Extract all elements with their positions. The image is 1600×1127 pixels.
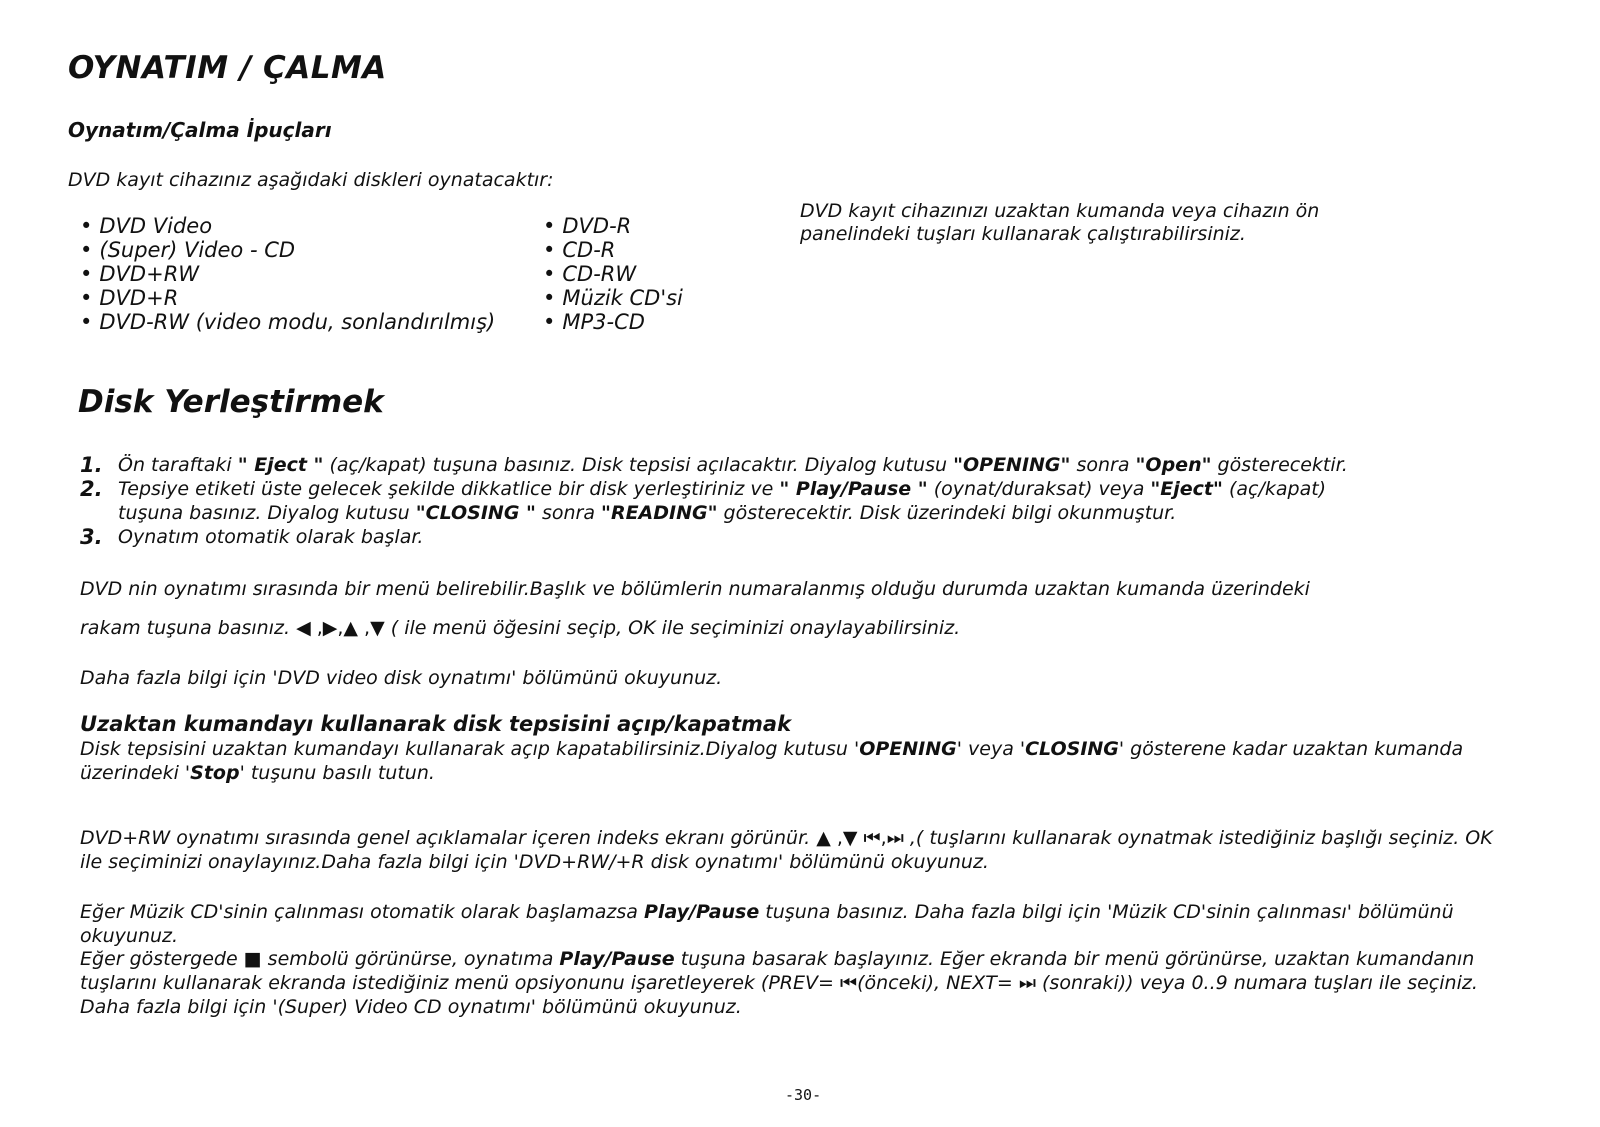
opening-label: OPENING [859,738,957,760]
step-text [118,454,1348,476]
text-run: Disk tepsisini uzaktan kumandayı kullanarak açıp kapatabilirsiniz.Diyalog kutusu ' [80,738,860,760]
list-item: • CD-R [543,238,683,262]
page-title: OYNATIM / ÇALMA [68,50,387,86]
play-pause-key-label: Play/Pause [559,948,675,970]
text-run: tuşuna basınız. Daha fazla bilgi için 'Müzik CD'sinin çalınması' bölümünü okuyunuz. [80,901,1454,947]
text-run: sembolü görünürse, oynatıma [261,948,560,970]
page-number: -30- [785,1086,822,1104]
text-run: ,( tuşlarını kullanarak oynatmak istediğiniz başlığı seçiniz. OK ile seçiminizi onaylayınız.Daha fazla bilgi için 'DVD+RW/+R disk oynatımı' bölümünü okuyunuz. [80,827,1493,873]
list-item: • DVD-R [543,214,683,238]
text-run: tuşuna basınız. Diyalog kutusu [118,502,416,524]
text-run: tuşuna basarak başlayınız. Eğer ekranda bir menü görünürse, uzaktan kumandanın tuşlarını kullanarak ekranda istediğiniz menü opsiyonunu işaretleyerek (PREV= [80,948,1475,994]
step-text: Oynatım otomatik olarak başlar. [118,526,424,548]
list-item: • (Super) Video - CD [80,238,495,262]
text-run: (oynat/duraksat) veya [927,478,1151,500]
step-1 [80,453,1500,477]
text-run: Eğer göstergede [80,948,244,970]
list-item: • MP3-CD [543,310,683,334]
text-run: ' tuşunu basılı tutun. [239,762,435,784]
list-item: • Müzik CD'si [543,286,683,310]
insert-disc-heading: Disk Yerleştirmek [78,384,384,420]
reading-label: "READING" [601,502,718,524]
text-run: (önceki), NEXT= [857,972,1019,994]
eject-key-label: "Eject" [1150,478,1223,500]
text-run: Ön taraftaki [118,454,238,476]
step-number: 3. [80,525,103,549]
play-pause-key-label: Play/Pause [644,901,760,923]
eject-key-label: " Eject " [237,454,324,476]
stop-key-label: Stop [190,762,240,784]
remote-side-note: DVD kayıt cihazınızı uzaktan kumanda veya cihazın ön panelindeki tuşları kullanarak çalıştırabilirsiniz. [800,200,1320,245]
list-item: • DVD+R [80,286,495,310]
next-track-icon: ⏭ [1018,972,1036,994]
previous-track-icon: ⏮ [839,972,858,994]
closing-label: CLOSING [1025,738,1119,760]
arrow-keys-icon: ◀ ,▶,▲ ,▼ [296,617,385,639]
play-pause-key-label: " Play/Pause " [779,478,928,500]
text-run: ' gösterene kadar uzaktan kumanda üzerindeki ' [80,738,1464,784]
text-run: sonra [535,502,602,524]
step-2 [80,477,1500,525]
text-run: Eğer Müzik CD'sinin çalınması otomatik olarak başlamazsa [80,901,644,923]
open-label: "Open" [1135,454,1212,476]
text-run: Tepsiye etiketi üste gelecek şekilde dikkatlice bir disk yerleştiriniz ve [118,478,780,500]
list-item: • DVD+RW [80,262,495,286]
text-run: rakam tuşuna basınız. [80,617,297,639]
text-run: (aç/kapat) tuşuna basınız. Disk tepsisi açılacaktır. Diyalog kutusu [323,454,954,476]
stop-square-icon: ■ [243,948,262,970]
vcd-paragraph [80,947,1500,1019]
step-text-continued [118,502,1176,524]
tips-intro: DVD kayıt cihazınız aşağıdaki diskleri oynatacaktır: [68,169,554,191]
step-3 [80,525,1500,549]
remote-tray-heading: Uzaktan kumandayı kullanarak disk tepsisini açıp/kapatmak [80,712,792,736]
disc-list-left [80,214,495,334]
remote-tray-paragraph [80,737,1500,785]
step-number: 1. [80,453,103,477]
text-run: gösterecektir. [1211,454,1348,476]
text-run: gösterecektir. Disk üzerindeki bilgi okunmuştur. [717,502,1177,524]
tips-heading: Oynatım/Çalma İpuçları [68,118,332,142]
dvdrw-paragraph [80,826,1500,874]
step-number: 2. [80,477,103,501]
text-run: ( ile menü öğesini seçip, OK ile seçiminizi onaylayabilirsiniz. [384,617,961,639]
text-run: DVD+RW oynatımı sırasında genel açıklamalar içeren indeks ekranı görünür. [80,827,817,849]
text-run: (aç/kapat) [1222,478,1327,500]
menu-paragraph-line-2 [80,616,1500,640]
list-item: • CD-RW [543,262,683,286]
step-text [118,478,1326,500]
navigation-keys-icon: ▲ ,▼ ⏮,⏭ [816,827,904,849]
more-info-paragraph: Daha fazla bilgi için 'DVD video disk oynatımı' bölümünü okuyunuz. [80,667,723,689]
text-run: ' veya ' [956,738,1026,760]
text-run: (sonraki)) veya 0..9 numara tuşları ile seçiniz. Daha fazla bilgi için '(Super) Video CD oynatımı' bölümünü okuyunuz. [80,972,1478,1018]
text-run: sonra [1070,454,1136,476]
insert-steps [80,453,1500,549]
music-cd-paragraph [80,900,1500,948]
list-item: • DVD Video [80,214,495,238]
disc-list-right [543,214,683,334]
opening-label: "OPENING" [953,454,1071,476]
closing-label: "CLOSING " [415,502,536,524]
menu-paragraph-line-1: DVD nin oynatımı sırasında bir menü belirebilir.Başlık ve bölümlerin numaralanmış olduğu durumda uzaktan kumanda üzerindeki [80,578,1310,600]
list-item: • DVD-RW (video modu, sonlandırılmış) [80,310,495,334]
